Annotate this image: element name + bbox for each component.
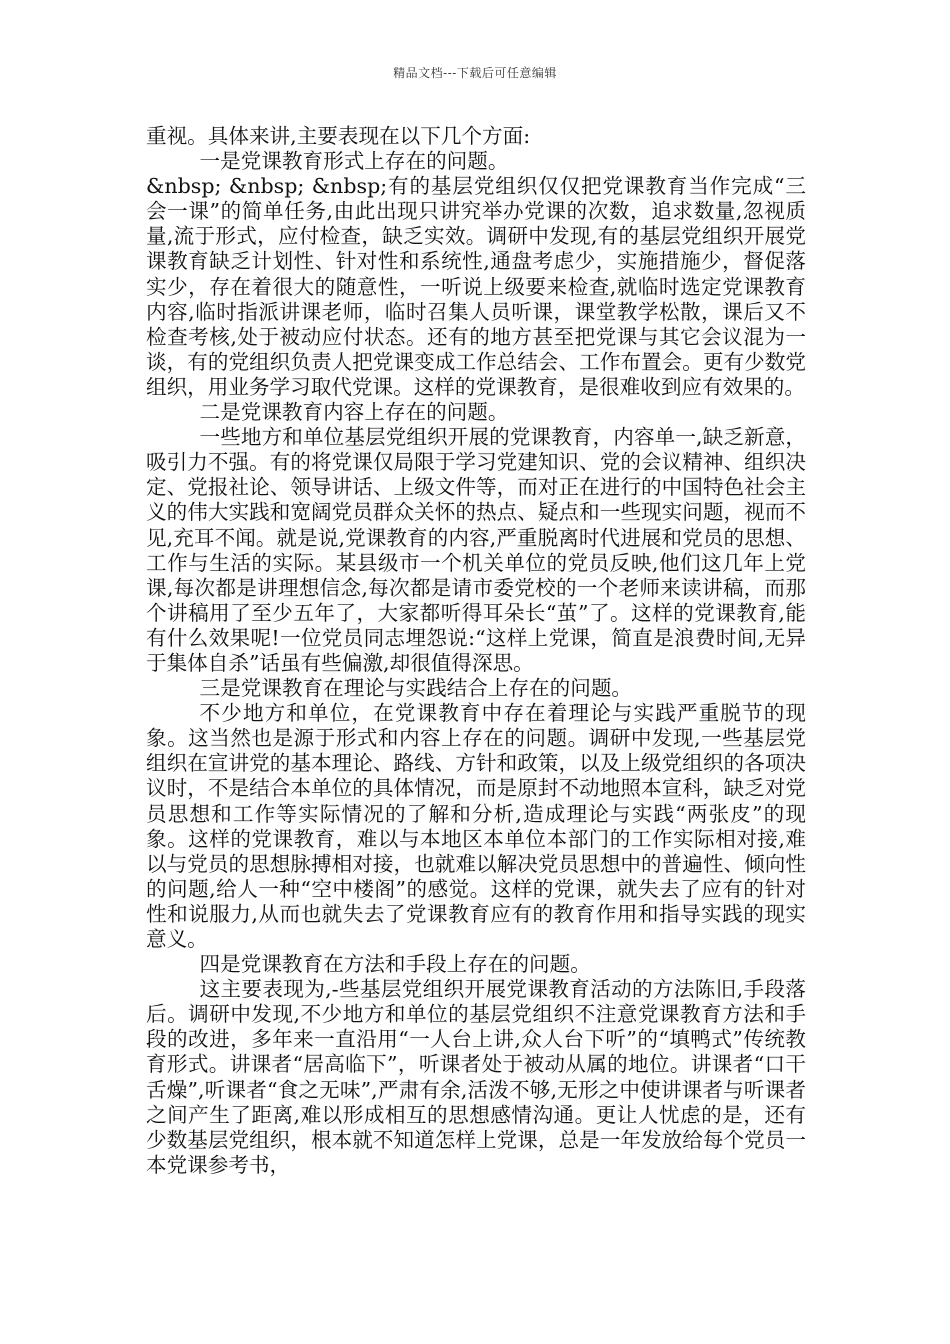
paragraph-4: 这主要表现为,-些基层党组织开展党课教育活动的方法陈旧,手段落后。调研中发现,不少地方和单位的基层党组织不注意党课教育方法和手段的改进，多年来一直沿用“一人台上讲,众人台下听”的“填鸭式”传统教育形式。讲课者“居高临下”，听课者处于被动从属的地位。讲课者“口干舌燥”,听课者“食之无味”,严肃有余,活泼不够,无形之中使讲课者与听课者之间产生了距离,难以形成相互的思想感情沟通。更让人忧虑的是，还有少数基层党组织，根本就不知道怎样上党课，总是一年发放给每个党员一本党课参考书， (146, 977, 806, 1177)
document-body (146, 124, 806, 1178)
paragraph-3: 不少地方和单位，在党课教育中存在着理论与实践严重脱节的现象。这当然也是源于形式和内容上存在的问题。调研中发现,一些基层党组织在宣讲党的基本理论、路线、方针和政策，以及上级党组织的各项决议时，不是结合本单位的具体情况，而是原封不动地照本宣科，缺乏对党员思想和工作等实际情况的了解和分析,造成理论与实践“两张皮”的现象。这样的党课教育，难以与本地区本单位本部门的工作实际相对接,难以与党员的思想脉搏相对接，也就难以解决党员思想中的普遍性、倾向性的问题,给人一种“空中楼阁”的感觉。这样的党课，就失去了应有的针对性和说服力,从而也就失去了党课教育应有的教育作用和指导实践的现实意义。 (146, 701, 806, 951)
paragraph-intro: 重视。具体来讲,主要表现在以下几个方面: (146, 124, 531, 148)
section-heading-1: 一是党课教育形式上存在的问题。 (199, 149, 509, 174)
paragraph-1: &nbsp; &nbsp; &nbsp;有的基层党组织仅仅把党课教育当作完成“三会一课”的简单任务,由此出现只讲究举办党课的次数，追求数量,忽视质量,流于形式，应付检查，缺乏实效。调研中发现,有的基层党组织开展党课教育缺乏计划性、针对性和系统性,通盘考虑少，实施措施少，督促落实少，存在着很大的随意性，一听说上级要来检查,就临时选定党课教育内容,临时指派讲课老师，临时召集人员听课，课堂教学松散，课后又不检查考核,处于被动应付状态。还有的地方甚至把党课与其它会议混为一谈，有的党组织负责人把党课变成工作总结会、工作布置会。更有少数党组织，用业务学习取代党课。这样的党课教育，是很难收到应有效果的。 (146, 174, 806, 399)
section-heading-3: 三是党课教育在理论与实践结合上存在的问题。 (199, 676, 633, 701)
section-heading-4: 四是党课教育在方法和手段上存在的问题。 (199, 952, 591, 977)
paragraph-2: 一些地方和单位基层党组织开展的党课教育，内容单一,缺乏新意，吸引力不强。有的将党课仅局限于学习党建知识、党的会议精神、组织决定、党报社论、领导讲话、上级文件等，而对正在进行的中国特色社会主义的伟大实践和宽阔党员群众关怀的热点、疑点和一些现实问题，视而不见,充耳不闻。就是说,党课教育的内容,严重脱离时代进展和党员的思想、工作与生活的实际。某县级市一个机关单位的党员反映,他们这几年上党课,每次都是讲理想信念,每次都是请市委党校的一个老师来读讲稿，而那个讲稿用了至少五年了，大家都听得耳朵长“茧”了。这样的党课教育,能有什么效果呢!一位党员同志埋怨说:“这样上党课，简直是浪费时间,无异于集体自杀”话虽有些偏激,却很值得深思。 (146, 425, 806, 675)
section-heading-2: 二是党课教育内容上存在的问题。 (199, 400, 509, 425)
page-header: 精品文档---下载后可任意编辑 (393, 66, 557, 80)
